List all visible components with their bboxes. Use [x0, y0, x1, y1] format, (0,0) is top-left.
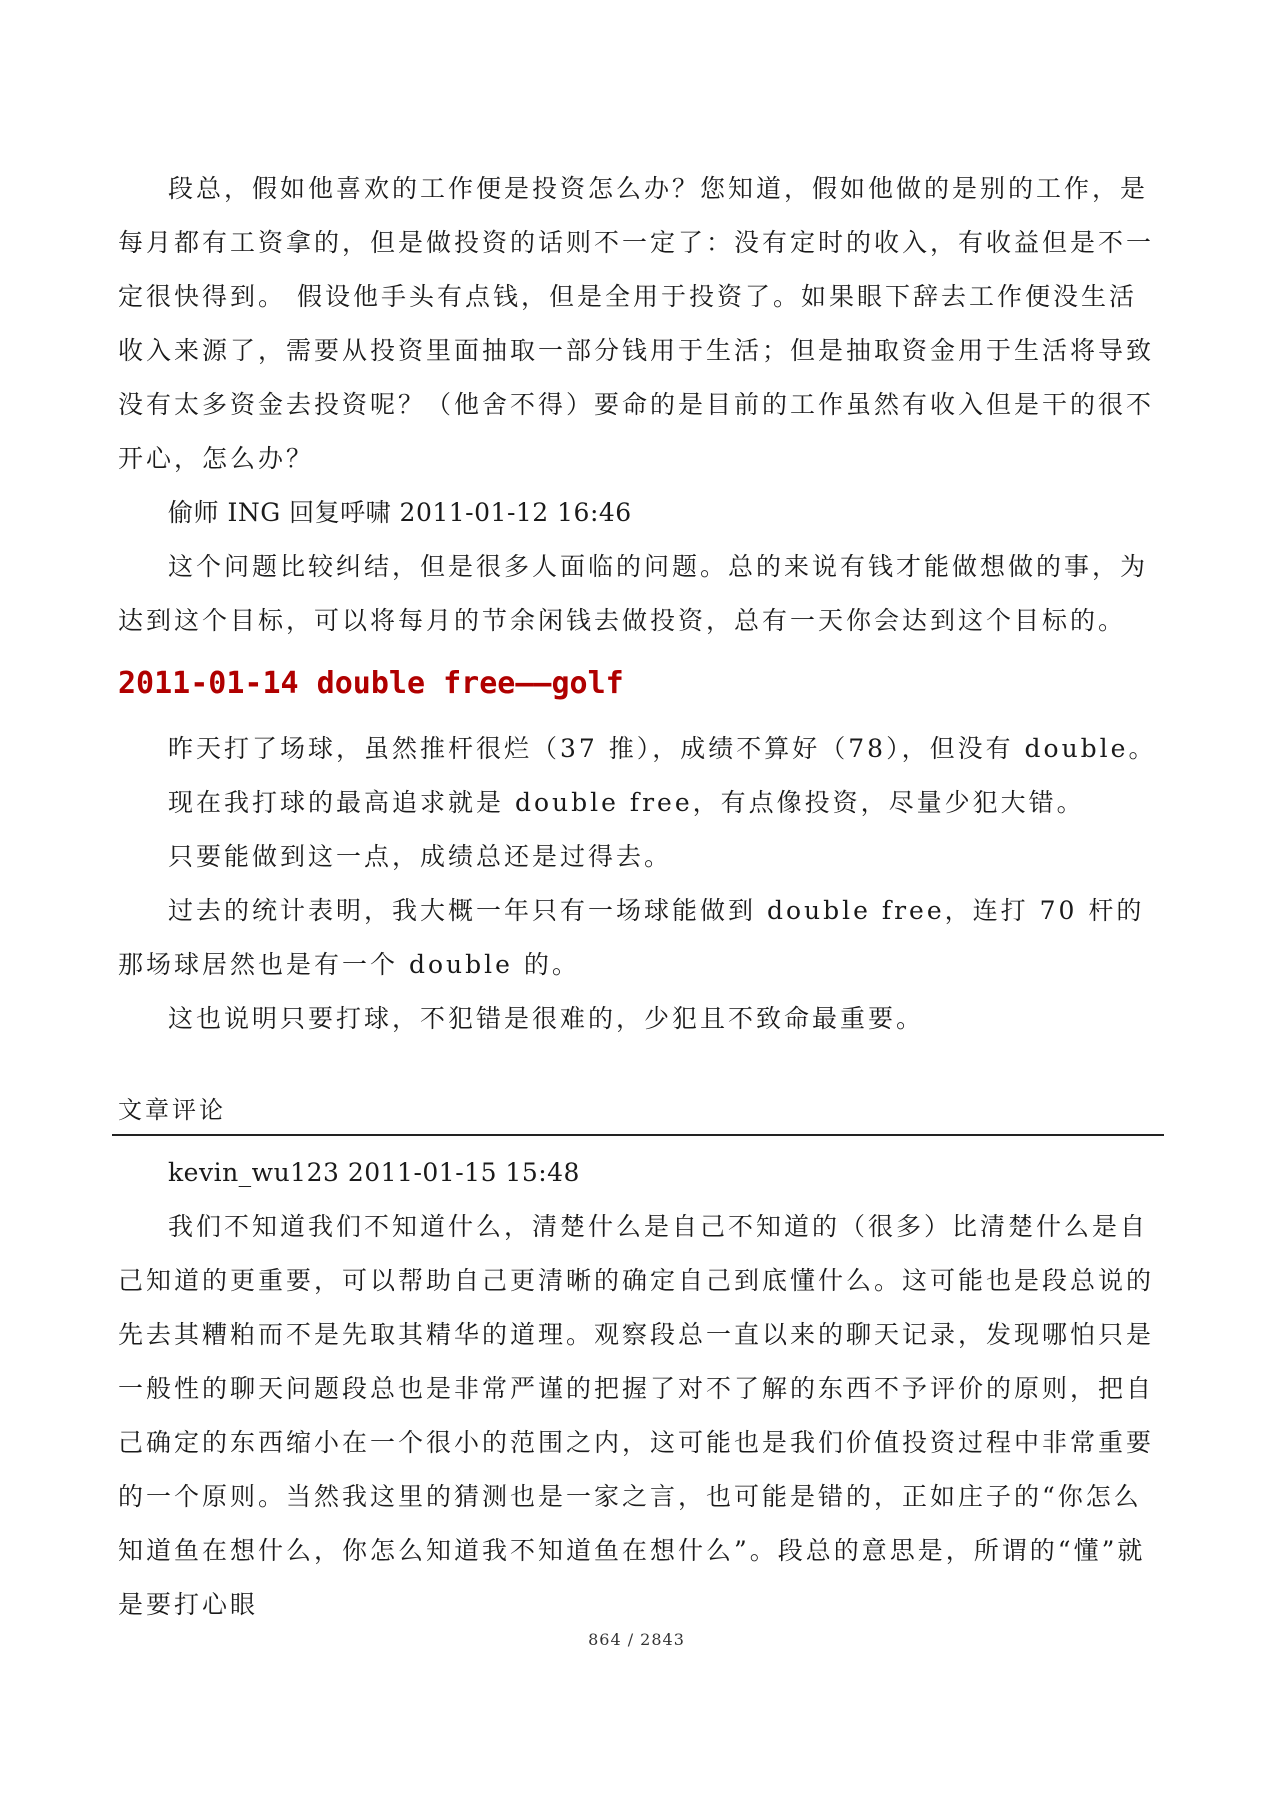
- article-paragraph-4: 过去的统计表明，我大概一年只有一场球能做到 double free，连打 70 杆的那场球居然也是有一个 double 的。: [118, 896, 1145, 979]
- comments-heading: 文章评论: [118, 1096, 226, 1124]
- comments-divider: [112, 1134, 1164, 1136]
- reply-paragraph: 这个问题比较纠结，但是很多人面临的问题。总的来说有钱才能做想做的事，为达到这个目标，可以将每月的节余闲钱去做投资，总有一天你会达到这个目标的。: [118, 552, 1149, 635]
- article-paragraph-2: 现在我打球的最高追求就是 double free，有点像投资，尽量少犯大错。: [168, 788, 1085, 817]
- comment-meta: kevin_wu123 2011-01-15 15:48: [168, 1158, 580, 1187]
- article-paragraph-3: 只要能做到这一点，成绩总还是过得去。: [168, 842, 673, 871]
- article-paragraph-1: 昨天打了场球，虽然推杆很烂（37 推），成绩不算好（78），但没有 double。: [168, 734, 1157, 763]
- page-content: [118, 162, 1158, 1632]
- page-number: 864 / 2843: [588, 1630, 685, 1649]
- article-title: 2011-01-14 double free——golf: [118, 666, 624, 701]
- reply-meta: 偷师 ING 回复呼啸 2011-01-12 16:46: [168, 498, 632, 527]
- question-paragraph: 段总，假如他喜欢的工作便是投资怎么办？您知道，假如他做的是别的工作，是每月都有工资拿的，但是做投资的话则不一定了：没有定时的收入，有收益但是不一定很快得到。 假设他手头有点钱，但是全用于投资了。如果眼下辞去工作便没生活收入来源了，需要从投资里面抽取一部分钱用于生活；但是抽取资金用于生活将导致没有太多资金去投资呢？（他舍不得）要命的是目前的工作虽然有收入但是干的很不开心，怎么办？: [118, 174, 1155, 473]
- comment-paragraph: 我们不知道我们不知道什么，清楚什么是自己不知道的（很多）比清楚什么是自己知道的更重要，可以帮助自己更清晰的确定自己到底懂什么。这可能也是段总说的先去其糟粕而不是先取其精华的道理。观察段总一直以来的聊天记录，发现哪怕只是一般性的聊天问题段总也是非常严谨的把握了对不了解的东西不予评价的原则，把自己确定的东西缩小在一个很小的范围之内，这可能也是我们价值投资过程中非常重要的一个原则。当然我这里的猜测也是一家之言，也可能是错的，正如庄子的“你怎么知道鱼在想什么，你怎么知道我不知道鱼在想什么”。段总的意思是，所谓的“懂”就是要打心眼: [118, 1212, 1155, 1619]
- article-paragraph-5: 这也说明只要打球，不犯错是很难的，少犯且不致命最重要。: [168, 1004, 925, 1033]
